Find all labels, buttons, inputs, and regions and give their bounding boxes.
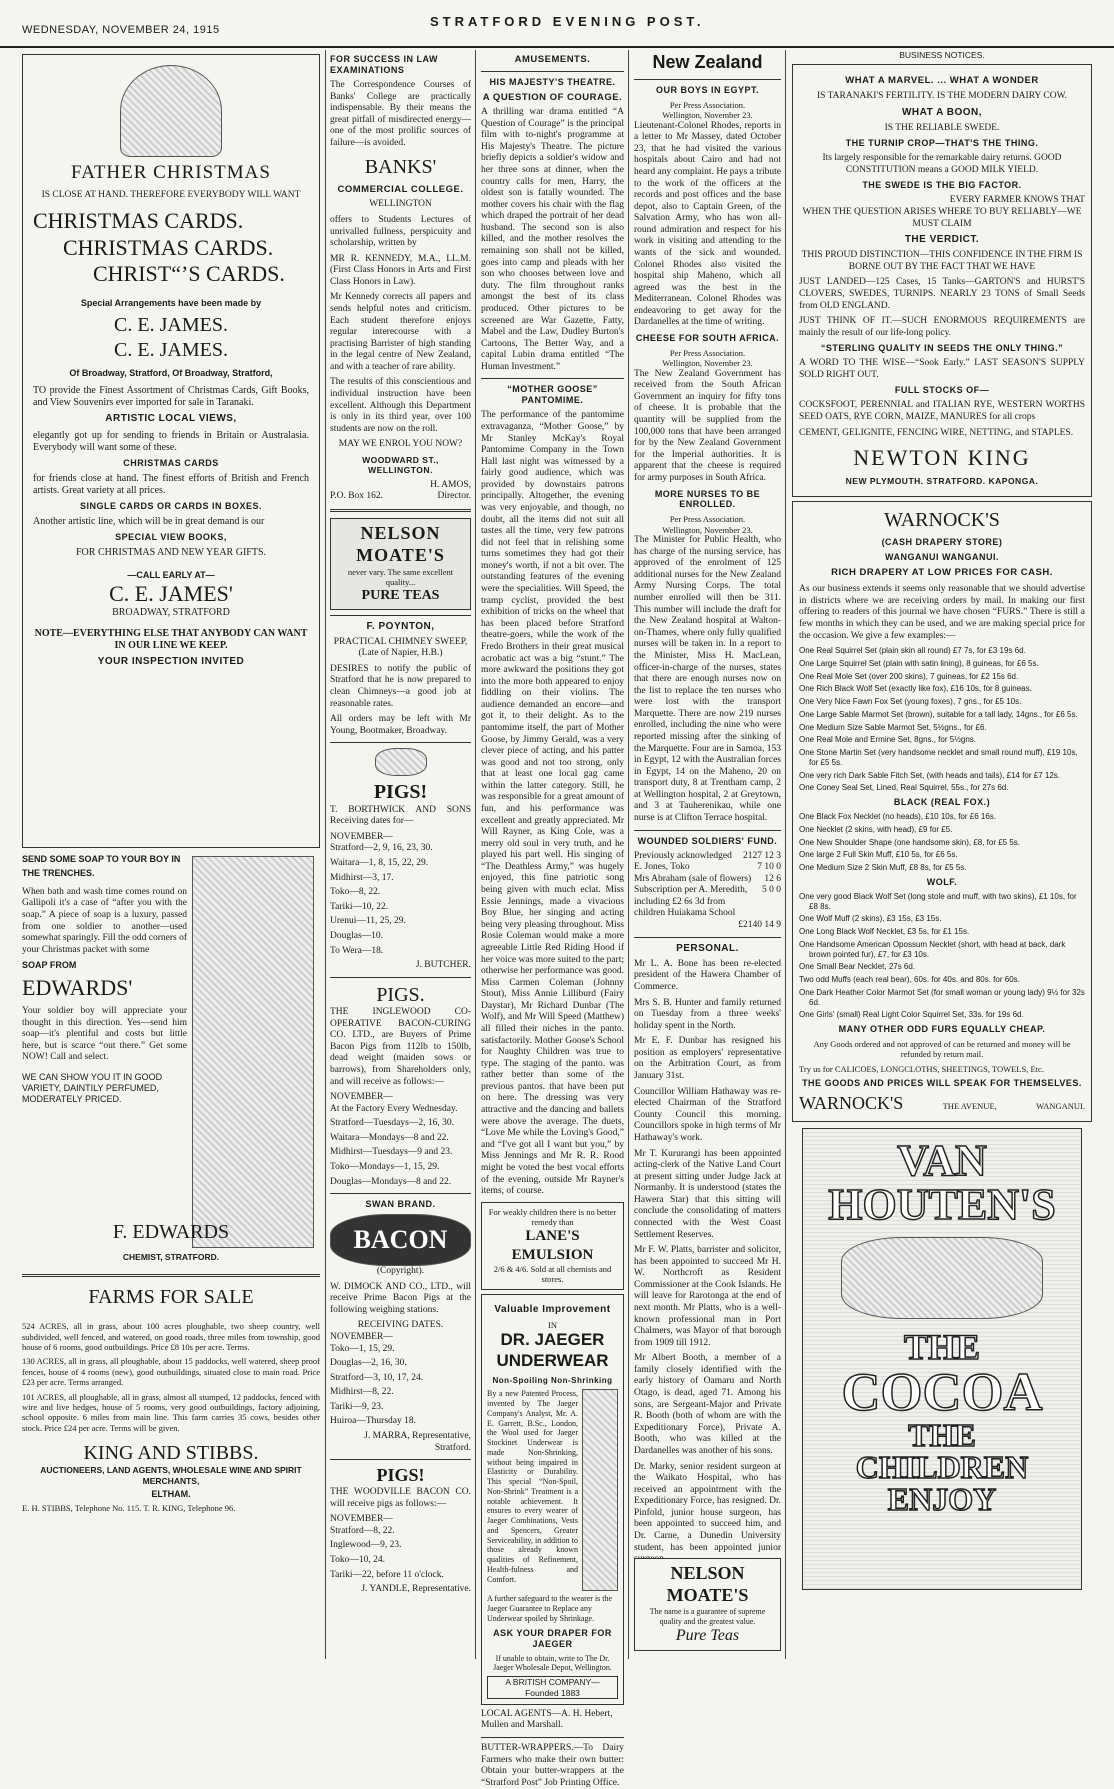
divider (481, 71, 624, 72)
inglewood-text: THE INGLEWOOD CO-OPERATIVE BACON-CURING CO. LTD., are Buyers of Prime Bacon Pigs from 112lb to 150lb, dead weight (maiden sows or barrows), from Shareholders only, and will receive as follows:— (330, 1007, 471, 1087)
business-notices: BUSINESS NOTICES. (899, 50, 985, 60)
fund-amount: 2127 12 3 (743, 850, 781, 861)
verdict: THE VERDICT. (904, 234, 980, 246)
fur-item: One Stone Martin Set (very handsome necklet and small round muff), £19 10s, for £5 5s. (799, 748, 1078, 767)
pure-teas-2: Pure Teas (675, 1627, 740, 1645)
any-goods: Any Goods ordered and not approved of can be returned and money will be refunded by return mail. (813, 1039, 1071, 1060)
jaeger-ad (481, 1294, 624, 1705)
divider (634, 937, 781, 938)
try-us: Try us for CALICOES, LONGCLOTHS, SHEETINGS, TOWELS, Etc. (799, 1063, 1044, 1074)
returns: Its largely responsible for the remarkable dairy returns. GOOD CONSTITUTION means a GOOD MILK YIELD. (822, 153, 1062, 175)
nelson-moates-ad-2 (634, 1558, 781, 1651)
santa-illustration (120, 65, 222, 157)
woodville-text: THE WOODVILLE BACON CO. will receive pigs as follows:— (330, 1487, 471, 1509)
auctioneers: AUCTIONEERS, LAND AGENTS, WHOLESALE WINE AND SPIRIT MERCHANTS, (40, 1465, 302, 1486)
weakly-children: For weakly children there is no better remedy than (488, 1206, 617, 1228)
speak-themselves: THE GOODS AND PRICES WILL SPEAK FOR THEMSELVES. (802, 1078, 1082, 1089)
pig-icon (375, 748, 427, 776)
cup-illustration (841, 1237, 1043, 1319)
divider (330, 615, 471, 616)
cards-heading-3: CHRIST“’S CARDS. (93, 261, 285, 287)
fur-item: One Wolf Muff (2 skins), £3 15s, £3 15s. (799, 914, 942, 924)
wounded-fund: WOUNDED SOLDIERS' FUND. (637, 835, 778, 846)
lanes-emulsion: LANE'S EMULSION (511, 1228, 594, 1263)
personal-item: Mr L. A. Bone has been re-elected president of the Hawera Chamber of Commerce. (634, 958, 781, 992)
personal-items (634, 959, 781, 1566)
marra: J. MARRA, Representative, Stratford. (364, 1431, 471, 1453)
personal-item: Councillor William Hathaway was re-elected Chairman of the Stratford County Council this morning. Councillors spoke in high terms of Mr Hathaway's work. (634, 1086, 781, 1143)
newton-king: NEWTON KING (853, 445, 1031, 471)
cement: CEMENT, GELIGNITE, FENCING WIRE, NETTING, and STAPLES. (799, 427, 1074, 438)
special-view-books: SPECIAL VIEW BOOKS, (115, 532, 227, 543)
personal-item: Mr Albert Booth, a member of a family closely identified with the early history of Oamaru and North Otago, is dead, aged 71. Among his sons, are Sergeant-Major and Private R. Booth (both of whom are with the Expeditionary Force), Private A. Booth, who was killed at the Dardanelles was another of his sons. (634, 1353, 781, 1456)
cash-drapery: (CASH DRAPERY STORE) (881, 536, 1003, 547)
divider (634, 830, 781, 831)
mother-goose: “MOTHER GOOSE” PANTOMIME. (507, 384, 598, 406)
date-item: Midhirst—Tuesdays—9 and 23. (330, 1147, 453, 1158)
wanganui: WANGANUI WANGANUI. (885, 551, 999, 562)
many-other: MANY OTHER ODD FURS EQUALLY CHEAP. (838, 1024, 1046, 1035)
cheese-text: The New Zealand Government has received from the South African Government an inquiry for fifty tons of cheese. It is probable that the quantity will be supplied from the 100,000 tons that have been arranged for by the New Zealand Government for the Imperial authorities. It is apparent that the cheese is required for army purposes in South Africa. (634, 368, 781, 483)
divider (330, 742, 471, 743)
nurses-heading: MORE NURSES TO BE ENROLLED. (654, 488, 761, 510)
november-label: NOVEMBER— (330, 1332, 393, 1342)
fur-item: One Real Mole Set (over 200 skins), 7 guineas, for £2 15s 6d. (799, 671, 1019, 681)
november-label: NOVEMBER— (330, 831, 393, 842)
sterling-quality: “STERLING QUALITY IN SEEDS THE ONLY THING.” (820, 343, 1064, 354)
goose-text: The performance of the pantomime extravaganza, “Mother Goose,” by Mr Stanley McKay's Royal Pantomime Company in the Town Hall last night was witnessed by a fairly good audience, which was provided by downstairs patrons principally. Altogether, the evening was very enjoyable, and though, no doubt, all the items did not suit all tastes all the time, very few patrons did not feel that in relishing some turns sometimes they had got their money's worth, if not a bit over. The outstanding features of the evening were the specialities. Will Speed, the tramp cyclist, provided the best exhibition of tricks on the wheel that has been placed before Stratford theatre-goers, while the work of the Fredo Brothers in their great musical acrobatic act was a big “stunt.” The more awkward the positions they got into the more both appeared to enjoy fiddling on their violins. The audience demanded an encore—and got it, to their delight. As to the pantomime itself, the part of Mother Goose, by Jimmy Gerald, was a very clever piece of acting, and his patter was good and not too strong, only that at least one local gag came within the latter category. Still, he was responsible for a great amount of fun, and his performance was excellent and greatly appreciated. Mr Will Rayner, as King Cole, was a merry old soul in very truth, and he played his part well. His singing of “The Deathless Army,” was hugely enjoyed, this fine patriotic song being given with much eclat. Miss Essie Jennings, made a vivacious Boy Blue, her singing and acting being very pleasing throughout. Miss Rosie Coleman would make a more agreeable Little Red Riding Hood if her voice was more suited to the part; otherwise her performance was good. Miss Carmen Coleman (Johnny Stout), Miss Annie Lilliburd (Fairy Daystar), Mr Richard Dunbar (The Wolf), and Mr Will Speed (Matthew) all filled their niches in the panto. satisfactorily. Mother Goose's School for Naughty Children was true to type. The staging of the panto. was rather better than some of the previous pantos. that have been put on here. The dressing was very attractive and the dancing and ballets were above the average. The duets, “Love Me while the Loving's Good,” and “I've got all I want but you,” by Miss Jennings and Mr R. R. Rood might be voted the best vocal efforts of the evening, outside Mr Rayner's items, of course. (481, 410, 624, 1197)
broadway-line: Of Broadway, Stratford, Of Broadway, Stratford, (69, 367, 273, 378)
nelson-moates-ad (330, 518, 471, 610)
boys-text: Lieutenant-Colonel Rhodes, reports in a letter to Mr Massey, dated October 23, that he had visited the various hospitals about Cairo and had not heard any complaint. He pays a tribute to the work of the officers at the records and post offices and the base depot, also to Captain Green, of the Salvation Army, who has won all-round admiration and respect for his work in visiting and attending to the wants of the sick and wounded. Colonel Rhodes also visited the hospital ship Maheno, which all agreed was the best in the Mediterranean. Colonel Rhodes was endeavoring to get away for the Dardanelles at the time of writing. (634, 120, 781, 328)
swede: IS THE RELIABLE SWEDE. (884, 122, 1000, 133)
wolf-heading: WOLF. (926, 876, 958, 887)
woodward-st: WOODWARD ST., WELLINGTON. (362, 454, 439, 476)
farm-2: 130 ACRES, all in grass, all ploughable, about 15 paddocks, well watered, sheep proof fences, house of 4 rooms (new), good outbuildings, situated close to main road. Price £23 per acre. Terms arranged. (22, 1356, 320, 1388)
desires-text: DESIRES to notify the public of Stratford that he is now prepared to clean Chimneys—a good job at reasonable rates. (330, 663, 471, 709)
nelson-moates-sub: never vary. The same excellent quality... (347, 566, 454, 588)
soldier-text: Your soldier boy will appreciate your thought in this direction. Yes—send him soap—it's plentiful and costs but little here, but is scarce “out there.” Get some NOW! Call and select. (22, 1006, 187, 1063)
nelson-moates-title-2: NELSON MOATE'S (666, 1563, 749, 1606)
column-4 (634, 50, 781, 1659)
fur-item: One Medium Size 2 Skin Muff, £8 8s, for £5 5s. (799, 863, 967, 873)
fur-item: One Very Nice Fawn Fox Set (young foxes), 7 gns., for £5 10s. (799, 697, 1022, 707)
personal-item: Mr T. Kururangi has been appointed acting-clerk of the Native Land Court at present sitting under Judge Jack at Normanby. It is understood (states the Hawera Star) that this sitting will conclude the consolidating of matters connected with the West Coast Settlement Reserves. (634, 1148, 781, 1240)
fur-item: One Medium Size Sable Marmot Set, 5½gns., for £6. (799, 722, 987, 732)
date-item: Toko—10, 24. (330, 1555, 386, 1566)
press-association: Per Press Association. (669, 514, 746, 525)
date-item: Tariki—22, before 11 o'clock. (330, 1569, 444, 1580)
ask-your-draper: ASK YOUR DRAPER FOR JAEGER (493, 1627, 612, 1649)
receiving-dates: RECEIVING DATES. (357, 1320, 444, 1331)
question: WHEN THE QUESTION ARISES WHERE TO BUY RELIABLY—WE MUST CLAIM (802, 206, 1082, 229)
call-early: —CALL EARLY AT— (127, 569, 215, 580)
date-item: Tariki—9, 23. (330, 1401, 384, 1412)
we-can-show: WE CAN SHOW YOU IT IN GOOD VARIETY, DAINTILY PERFUMED, MODERATELY PRICED. (22, 1071, 163, 1104)
issue-date: WEDNESDAY, NOVEMBER 24, 1915 (22, 24, 220, 36)
fur-item: One very rich Dark Sable Fitch Set, (with heads and tails), £14 for £7 12s. (799, 770, 1061, 780)
offers-text: offers to Students Lectures of unrivalled fullness, perspicuity and scholarship, written by (330, 214, 471, 249)
fur-item: One Necklet (2 skins, with head), £9 for £5. (799, 824, 953, 834)
personal-item: Mr F. W. Platts, barrister and solicitor, has been appointed to succeed Mr H. W. Northcroft as Resident Commissioner at the Cook Islands. He will leave for Rarotonga at the end of next month. Mr Platts, who is a well-known professional man in Port Chalmers, was Mayor of that borough from 1909 till 1912. (634, 1245, 781, 1348)
fur-item: Two odd Muffs (each real bear), 60s. for 40s. and 80s. for 60s. (799, 975, 1020, 985)
boon: WHAT A BOON, (901, 106, 983, 118)
swan-brand: SWAN BRAND. (365, 1199, 436, 1210)
column-3 (481, 50, 624, 1788)
column-1 (22, 50, 320, 1659)
poynton: F. POYNTON, (366, 620, 435, 632)
fur-item: One Dark Heather Color Marmot Set (for small woman or young lady) 9½ for 32s 6d. (799, 987, 1085, 1007)
marvel: WHAT A MARVEL. ... WHAT A WONDER (845, 75, 1039, 87)
divider (330, 509, 471, 512)
fur-list (799, 646, 1085, 793)
edwards-heading: EDWARDS' (22, 975, 133, 1001)
date-item: At the Factory Every Wednesday. (330, 1103, 458, 1114)
just-landed: JUST LANDED—125 Cases, 15 Tanks—GARTON'S and HURST'S CLOVERS, SWEDES, TURNIPS. NEARLY 23 TONS of Small Seeds from OLD ENGLAND. (799, 277, 1085, 311)
local-agents: LOCAL AGENTS—A. H. Hebert, Mullen and Marshall. (481, 1708, 613, 1731)
farm-3: 101 ACRES, all ploughable, all in grass, almost all stumped, 12 paddocks, fenced with wire and live hedges, house of 5 rooms, very good outbuildings, factory adjoining, school opposite. 6 miles from main line. This farm carries 35 cows, besides other stock. Price £24 per acre. Terms will be given. (22, 1391, 320, 1433)
dr-jaeger: DR. JAEGER (500, 1330, 605, 1350)
date-item: Inglewood—9, 23. (330, 1540, 402, 1551)
fur-item: One New Shoulder Shape (one handsome skin), £8, for £5 5s. (799, 837, 1021, 847)
soap-text: When bath and wash time comes round on Gallipoli it's a case of “after you with the soap.” A piece of soap is a luxury, passed from one soldier to another—used somewhat sparingly. Fill the odd corners of your Christmas packet with some (22, 886, 187, 955)
correspondence-text: The Correspondence Courses of Banks' College are practically indispensable. By their means the great pitfall of misdirected energy—one of the most prolific sources of failure—is avoided. (330, 79, 471, 148)
amos: H. AMOS, (430, 479, 471, 490)
cocoa-the-2: THE (908, 1417, 976, 1454)
column-5 (792, 50, 1092, 1659)
fertility: IS TARANAKI'S FERTILITY. IS THE MODERN DAIRY COW. (816, 90, 1068, 101)
underwear: UNDERWEAR (496, 1350, 609, 1370)
every-farmer: EVERY FARMER KNOWS THAT (949, 195, 1085, 206)
friends-text: for friends close at hand. The finest efforts of British and French artists. Great variety at all prices. (33, 472, 309, 497)
lanes-price: 2/6 & 4/6. Sold at all chemists and stores. (493, 1263, 612, 1285)
wanganui-2: WANGANUI. (1036, 1101, 1085, 1112)
yandle: J. YANDLE, Representative. (361, 1584, 471, 1595)
date-item: Stratford—Tuesdays—2, 16, 30. (330, 1118, 454, 1129)
black-fox: BLACK (REAL FOX.) (893, 797, 991, 808)
wolf-list (799, 892, 1085, 1020)
the-avenue: THE AVENUE, (942, 1101, 997, 1112)
word-to-wise: A WORD TO THE WISE—“Sook Early.” LAST SEASON'S SUPPLY SOLD RIGHT OUT. (799, 358, 1085, 380)
orders-text: All orders may be left with Mr Young, Bootmaker, Broadway. (330, 714, 471, 736)
fund-table (634, 851, 781, 920)
just-think: JUST THINK OF IT.—SUCH ENORMOUS REQUIREMENTS are mainly the result of our life-long policy. (799, 316, 1085, 338)
fur-item: One Small Bear Necklet, 27s 6d. (799, 962, 916, 972)
artistic-views: ARTISTIC LOCAL VIEWS, (105, 413, 237, 425)
date-item: Douglas—2, 16, 30. (330, 1358, 407, 1369)
kennedy: MR R. KENNEDY, M.A., LL.M. (First Class Honors in Arts and First Class Honors in Law). (330, 253, 471, 287)
fur-item: One Long Black Wolf Necklet, £3 5s, for £1 15s. (799, 927, 970, 937)
towns: NEW PLYMOUTH. STRATFORD. KAPONGA. (845, 476, 1039, 486)
lady-illustration (582, 1389, 618, 1591)
divider (330, 1193, 471, 1194)
jaeger-in: IN (548, 1319, 557, 1330)
nelson-guarantee: The name is a guarantee of supreme quality and the greatest value. (649, 1606, 766, 1626)
borthwick-dates (330, 843, 471, 957)
non-spoiling: Non-Spoiling Non-Shrinking (492, 1375, 613, 1385)
cocoa-the: THE (903, 1327, 981, 1368)
dimock-text: W. DIMOCK AND CO., LTD., will receive Prime Bacon Pigs at the following weighing stations. (330, 1281, 471, 1315)
boys-in-egypt: OUR BOYS IN EGYPT. (655, 84, 760, 95)
date-item: To Wera—18. (330, 945, 384, 956)
date-item: Toko—Mondays—1, 15, 29. (330, 1161, 440, 1172)
warnocks-title: WARNOCK'S (884, 509, 1000, 532)
date-item: Huiroa—Thursday 18. (330, 1416, 417, 1427)
banks-heading: BANKS' (364, 156, 437, 179)
personal-item: Mrs S. B. Hunter and family returned on Tuesday from a three weeks' holiday spent in the North. (634, 997, 781, 1031)
valuable-improvement: Valuable Improvement (494, 1303, 611, 1315)
jaeger-unable: If unable to obtain, write to The Dr. Jaeger Wholesale Depot, Wellington. (493, 1653, 612, 1673)
fur-item: One Black Fox Necklet (no heads), £10 10s, for £6 16s. (799, 812, 996, 822)
proud: THIS PROUD DISTINCTION—THIS CONFIDENCE IN THE FIRM IS BORNE OUT BY THE FACT THAT WE HAVE (801, 250, 1083, 272)
divider (481, 378, 624, 379)
divider (634, 79, 781, 80)
cocoa-word: COCOA (841, 1362, 1043, 1423)
big-factor: THE SWEDE IS THE BIG FACTOR. (862, 180, 1022, 191)
father-christmas-title: FATHER CHRISTMAS (71, 162, 271, 183)
eltham: ELTHAM. (151, 1489, 191, 1500)
date-item: Midhirst—3, 17. (330, 872, 394, 883)
newspaper-title: STRATFORD EVENING POST. (430, 14, 705, 29)
column-rule (628, 50, 629, 1659)
majesty-theatre: HIS MAJESTY'S THEATRE. (489, 76, 616, 87)
jaeger-safeguard: A further safeguard to the wearer is the Jaeger Guarantee to Replace any Underwear spoiled by Shrinkage. (487, 1594, 613, 1623)
date-item: Douglas—10. (330, 930, 384, 941)
date-item: Stratford—3, 10, 17, 24. (330, 1372, 424, 1383)
james-3: C. E. JAMES' (109, 580, 233, 606)
fur-item: One Coney Seal Set, Lined, Real Squirrel, 55s., for 27s 6d. (799, 783, 1009, 793)
date-item: Toko—1, 15, 29. (330, 1343, 395, 1354)
chemist-stratford: CHEMIST, STRATFORD. (122, 1251, 220, 1262)
november-label: NOVEMBER— (330, 1092, 393, 1103)
for-xmas-gifts: FOR CHRISTMAS AND NEW YEAR GIFTS. (75, 547, 267, 559)
cheese-heading: CHEESE FOR SOUTH AFRICA. (635, 333, 780, 344)
lanes-emulsion-ad (481, 1202, 624, 1290)
divider (481, 1737, 624, 1738)
date-item: Douglas—Mondays—8 and 22. (330, 1176, 452, 1187)
amusements: AMUSEMENTS. (514, 54, 591, 65)
provide-text: TO provide the Finest Assortment of Christmas Cards, Gift Books, and View Souvenirs ever imported for sale in Taranaki. (33, 384, 309, 409)
corrects-text: Mr Kennedy corrects all papers and sends helpful notes and criticism. Each student therefore enjoys regular interecourse with a practising Barrister of high standing in the legal centre of New Zealand, and with a teacher of rare ability. (330, 292, 471, 372)
date-item: Midhirst—8, 22. (330, 1387, 394, 1398)
fur-item: One large 2 Full Skin Muff, £10 5s, for £6 5s. (799, 850, 958, 860)
soap-from: SOAP FROM (22, 960, 77, 971)
soldier-illustration (192, 856, 314, 1248)
inspection-invited: YOUR INSPECTION INVITED (97, 655, 245, 667)
warnocks-intro: As our business extends it seems only reasonable that we should advertise in districts where we are receiving orders by mail. In making our first offering to readers of this journal we have chosen “FURS.” There is still a few months in which they can be used, and we are making special price for the occasion. We give a few examples:— (799, 584, 1085, 641)
farms-for-sale: FARMS FOR SALE (88, 1286, 254, 1308)
fur-item: One very good Black Wolf Set (long stole and muff, with two skins), £1 10s, for £8 8s. (799, 891, 1077, 911)
dateline: Wellington, November 23. (662, 110, 753, 121)
fur-item: One Large Squirrel Set (plain with satin lining), 8 guineas, for £6 5s. (799, 658, 1039, 668)
broadway-2: BROADWAY, STRATFORD (112, 607, 230, 619)
king-and-stibbs: KING AND STIBBS. (83, 1441, 259, 1464)
pure-teas: PURE TEAS (361, 588, 440, 604)
november-label: NOVEMBER— (330, 1514, 393, 1525)
elegantly-text: elegantly got up for sending to friends in Britain or Australasia. Everybody will want some of these. (33, 429, 309, 453)
single-cards: SINGLE CARDS OR CARDS IN BOXES. (79, 501, 263, 512)
press-association: Per Press Association. (669, 348, 746, 359)
director: Director. (437, 491, 471, 502)
note-line: NOTE—EVERYTHING ELSE THAT ANYBODY CAN WANT IN OUR LINE WE KEEP. (34, 627, 308, 651)
date-item: Waitara—1, 8, 15, 22, 29. (330, 858, 429, 869)
nelson-moates-title: NELSON MOATE'S (356, 522, 445, 565)
date-item: Tariki—10, 22. (330, 901, 389, 912)
fund-amount: 5 0 0 (762, 885, 781, 896)
fund-row (634, 851, 781, 863)
date-item: Waitara—Mondays—8 and 22. (330, 1132, 449, 1143)
soap-ad (22, 852, 320, 1268)
cocksfoot: COCKSFOOT, PERENNIAL and ITALIAN RYE, WESTERN WORTHS SEED OATS, RYE CORN, MAIZE, MANURES for all crops (799, 400, 1085, 423)
date-item: Stratford—2, 9, 16, 23, 30. (330, 843, 433, 854)
law-exam-heading: FOR SUCCESS IN LAW EXAMINATIONS (330, 54, 439, 75)
father-sub: IS CLOSE AT HAND. THEREFORE EVERYBODY WILL WANT (41, 190, 301, 201)
personal-heading: PERSONAL. (676, 942, 739, 954)
dateline: Wellington, November 23. (662, 524, 753, 535)
question-of-courage: A QUESTION OF COURAGE. (482, 91, 623, 103)
dimock-dates (330, 1344, 471, 1428)
inglewood-dates (330, 1104, 471, 1188)
press-association: Per Press Association. (669, 99, 746, 110)
fund-label: E. Jones, Toko (634, 862, 690, 873)
warnocks-sign: WARNOCK'S (799, 1093, 904, 1114)
divider (22, 1274, 320, 1277)
pigs-heading-1: PIGS! (373, 781, 428, 804)
pigs-heading-2: PIGS. (376, 983, 425, 1006)
fund-row (634, 874, 781, 886)
po-box: P.O. Box 162. (330, 491, 384, 502)
fur-item: One Rich Black Wolf Set (exactly like fox), £16 10s, for 8 guineas. (799, 684, 1032, 694)
special-arrangements: Special Arrangements have been made by (80, 298, 262, 309)
courage-text: A thrilling war drama entitled “A Question of Courage” is the principal film with to-night's programme at His Majesty's Theatre. The picture briefly depicts a soldier's widow and her three sons at dinner, when the country calls for men, Harry, the oldest son is fatally wounded. The mother covers his chair with the flag which draped the portrait of her dead husband. The second son is also killed, and the mother resolves the remaining son shall not be killed, goes into camp and pleads with her son who chooses between love and duty. The film throughout ranks amongst the best of its class produced. Other pictures to be screened are War Gazette, Fatty, Mabel and the Law, Dudley Burton's Cartoons, The Better Way, and a capital Lubin drama entitled “The Human Investment.” (481, 107, 624, 372)
fund-row (634, 885, 781, 920)
fur-item: One Real Mole and Ermine Set, 8gns., for 5½gns. (799, 735, 976, 745)
date-item: Stratford—8, 22. (330, 1525, 395, 1536)
dateline: Wellington, November 23. (662, 358, 753, 369)
wellington: WELLINGTON (369, 199, 432, 210)
farm-1: 524 ACRES, all in grass, about 100 acres ploughable, two sheep country, well subdivided, well fenced, and watered, on good roads, three miles from township, good house of 6 rooms, good outbuildings. Price £8 10s per acre. Terms. (22, 1321, 320, 1353)
rich-drapery: RICH DRAPERY AT LOW PRICES FOR CASH. (831, 566, 1053, 578)
fur-item: One Handsome American Opossum Necklet (short, with head at back, dark brown pointed fur), £7, for £3 10s. (799, 939, 1066, 959)
butcher: J. BUTCHER. (415, 960, 471, 971)
christmas-cards-ad (22, 54, 320, 848)
divider (330, 977, 471, 978)
nurses-text: The Minister for Public Health, who has charge of the nursing service, has approved of the enrolment of 125 additional nurses for the New Zealand Army Nursing Corps. The total number enrolled will then be 311. This number will include the draft for the New Zealand hospital at Walton-on-Thames, where only fully qualified nurses will be taken in. In a report to the Minister, Miss H. MacLean, officer-in-charge of the nurses, states that there are enough nurses now on the list to replace the ten nurses who were lost with the transport Marquette. There are now 219 nurses enrolled, including the nine who were reported missing after the sinking of the Marquette. Four are in Samoa, 153 in Egypt, 12 with the Australian forces in Egypt, 14 on the Maheno, 20 on transport duty, 8 at Trentham camp, 2 at Wellington hospital, 2 at Greytown, and 3 at Tauherenikau, while one nurse is at Clifton Terrace hospital. (634, 535, 781, 824)
chimney-sweep: PRACTICAL CHIMNEY SWEEP, (Late of Napier, H.B.) (333, 636, 468, 659)
fund-total: £2140 14 9 (738, 920, 781, 931)
turnip-crop: THE TURNIP CROP—THAT'S THE THING. (845, 138, 1039, 149)
fund-label: Mrs Abraham (sale of flowers) (634, 873, 752, 884)
butter-wrappers: BUTTER-WRAPPERS.—To Dairy Farmers who make their own butter: Obtain your butter-wrappers at the “Stratford Post” Job Printing Office. (481, 1743, 624, 1788)
british-company: A BRITISH COMPANY— Founded 1883 (487, 1676, 618, 1699)
column-rule (785, 50, 786, 1659)
fur-item: One Real Squirrel Set (plain skin all round) £7 7s, for £3 19s 6d. (799, 646, 1026, 656)
column-rule (475, 50, 476, 1659)
soap-heading: SEND SOME SOAP TO YOUR BOY IN THE TRENCHES. (22, 854, 181, 879)
fund-label: Previously acknowledged (634, 850, 732, 861)
results-text: The results of this conscientious and individual instruction have been excellent. Although this Department is only in its third year, over 100 students are now on the roll. (330, 377, 471, 434)
commercial-college: COMMERCIAL COLLEGE. (337, 183, 464, 195)
children-enjoy: CHILDREN ENJOY (855, 1449, 1029, 1518)
bacon-logo: BACON (330, 1214, 471, 1266)
personal-item: Dr. Marky, senior resident surgeon at the Waikato Hospital, who has received an appointment with the Expeditionary Force, has resigned. Dr. Pinfold, junior house surgeon, has been appointed to succeed him, and Dr. Carne, a Dunedin University student, has been appointed junior (634, 1461, 781, 1553)
divider (330, 1459, 471, 1460)
date-item: Toko—8, 22. (330, 887, 381, 898)
column-rule (325, 50, 326, 1659)
jaeger-text: By a new Patented Process, invented by The Jaeger Company's Analyst, Mr. A. E. Garrett, B.Sc., London, the Wool used for Jaeger Stockinet Underwear is made Non-Shrinking, without being impaired in Elasticity or Durability. This special “Non-Spoil, Non-Shrink” Treatment is a notable achievement. It ensures to every wearer of Jaeger Combinations, Vests and Spencers, Greater Serviceability, in addition to those already known qualities of Refinement, Health-fulness and Comfort. (487, 1389, 578, 1584)
another-text: Another artistic line, which will be in great demand is our (33, 516, 265, 528)
warnocks-ad (792, 501, 1092, 1122)
personal-item: Mr E. F. Dunbar has resigned his position as employers' representative on the Arbitration Court, as from January 31st. (634, 1036, 781, 1082)
fund-label: Subscription per A. Meredith, including £2 6s 3d from children Huiakama School (634, 885, 748, 919)
woodville-dates (330, 1526, 471, 1581)
van-houten-ad (802, 1128, 1082, 1590)
borthwick-text: T. BORTHWICK AND SONS Receiving dates for— (330, 804, 471, 827)
copyright: (Copyright). (376, 1266, 425, 1277)
fund-amount: 12 6 (764, 873, 781, 884)
james-1: C. E. JAMES. (114, 314, 228, 337)
f-edwards: F. EDWARDS (112, 1220, 230, 1243)
cards-heading-1: CHRISTMAS CARDS. (33, 207, 244, 233)
full-stocks: FULL STOCKS OF— (894, 385, 990, 396)
enrol-line: MAY WE ENROL YOU NOW? (338, 439, 463, 450)
fund-amount: 7 10 0 (757, 862, 781, 873)
fund-row (634, 862, 781, 874)
black-fox-list (799, 812, 1085, 873)
date-item: Urenui—11, 25, 29. (330, 916, 406, 927)
james-2: C. E. JAMES. (114, 338, 228, 361)
newton-king-ad (792, 64, 1092, 497)
fur-item: One Girls' (small) Real Light Color Squirrel Set, 33s. for 19s 6d. (799, 1010, 1024, 1020)
van-houtens: VAN HOUTEN'S (828, 1136, 1056, 1230)
column-2 (330, 50, 471, 1659)
new-zealand-heading: New Zealand (652, 52, 763, 72)
fur-item: One Large Sable Marmot Set (brown), suitable for a tall lady, 14gns., for £6 5s. (799, 709, 1078, 719)
xmas-cards-subhead: CHRISTMAS CARDS (123, 457, 219, 468)
pigs-heading-3: PIGS! (376, 1465, 425, 1486)
telephones: E. H. STIBBS, Telephone No. 115. T. R. KING, Telephone 96. (22, 1503, 236, 1514)
cards-heading-2: CHRISTMAS CARDS. (63, 234, 274, 260)
